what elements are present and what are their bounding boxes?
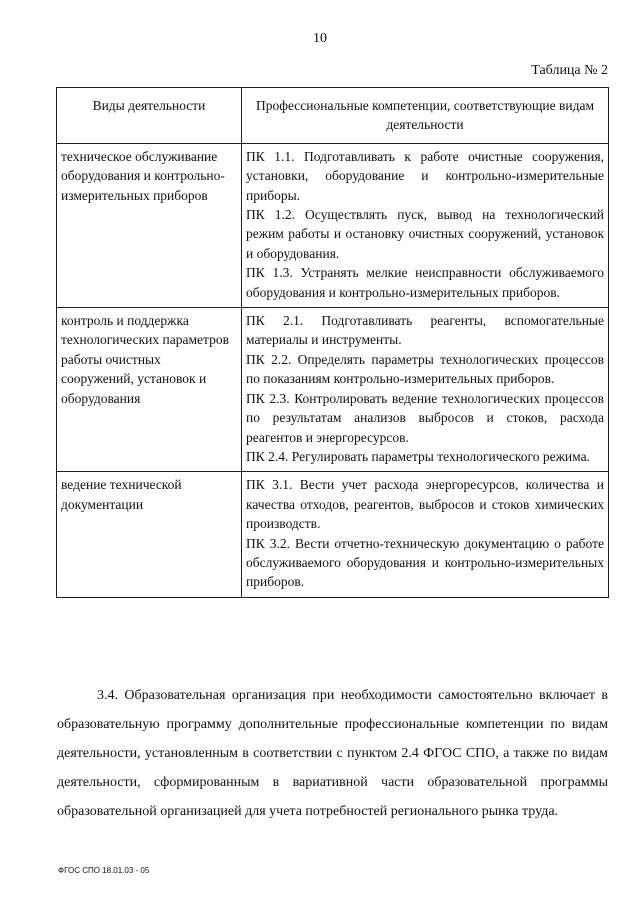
competency-item: ПК 2.4. Регулировать параметры технологического режима.	[246, 448, 590, 464]
competency-item: ПК 1.1. Подготавливать к работе очистные сооружения, установки, оборудование и контрольно-измерительные приборы.	[246, 148, 604, 203]
activity-cell: ведение технической документации	[57, 472, 242, 597]
table-header-row	[57, 88, 609, 144]
competency-cell	[242, 143, 609, 307]
competency-table	[56, 87, 609, 598]
header-activities: Виды деятельности	[57, 88, 242, 144]
activity-cell: контроль и поддержка технологических параметров работы очистных сооружений, установок и оборудования	[57, 308, 242, 472]
page-number: 10	[313, 31, 327, 46]
competency-item: ПК 2.2. Определять параметры технологических процессов по показаниям контрольно-измерительных приборов.	[246, 351, 604, 387]
competency-item: ПК 1.3. Устранять мелкие неисправности обслуживаемого оборудования и контрольно-измерительных приборов.	[246, 265, 604, 300]
competency-item: ПК 3.1. Вести учет расхода энергоресурсов, количества и качества отходов, реагентов, выбросов и стоков химических производств.	[246, 477, 604, 532]
header-competencies: Профессиональные компетенции, соответствующие видам деятельности	[242, 88, 609, 144]
competency-item: ПК 3.2. Вести отчетно-техническую документацию о работе обслуживаемого оборудования и контрольно-измерительных приборов.	[246, 535, 604, 590]
table-row	[57, 472, 609, 597]
table-row	[57, 143, 609, 307]
footer-code: ФГОС СПО 18.01.03 - 05	[58, 866, 150, 875]
competency-cell	[242, 308, 609, 472]
competency-item: ПК 2.3. Контролировать ведение технологических процессов по результатам анализов выбросов и стоков, расхода реагентов и энергоресурсов.	[246, 390, 604, 445]
activity-cell: техническое обслуживание оборудования и контрольно-измерительных приборов	[57, 143, 242, 307]
competency-cell	[242, 472, 609, 597]
competency-item: ПК 1.2. Осуществлять пуск, вывод на технологический режим работы и остановку очистных сооружений, установок и оборудования.	[246, 207, 604, 261]
competency-item: ПК 2.1. Подготавливать реагенты, вспомогательные материалы и инструменты.	[246, 313, 604, 348]
table-label: Таблица № 2	[531, 63, 608, 78]
body-paragraph: 3.4. Образовательная организация при необходимости самостоятельно включает в образовательную программу дополнительные профессиональные компетенции по видам деятельности, установленным в соответствии с пунктом 2.4 ФГОС СПО, а также по видам деятельности, сформированным в вариативной части образовательной программы образовательной организацией для учета потребностей регионального рынка труда.	[57, 688, 608, 819]
table-row	[57, 308, 609, 472]
